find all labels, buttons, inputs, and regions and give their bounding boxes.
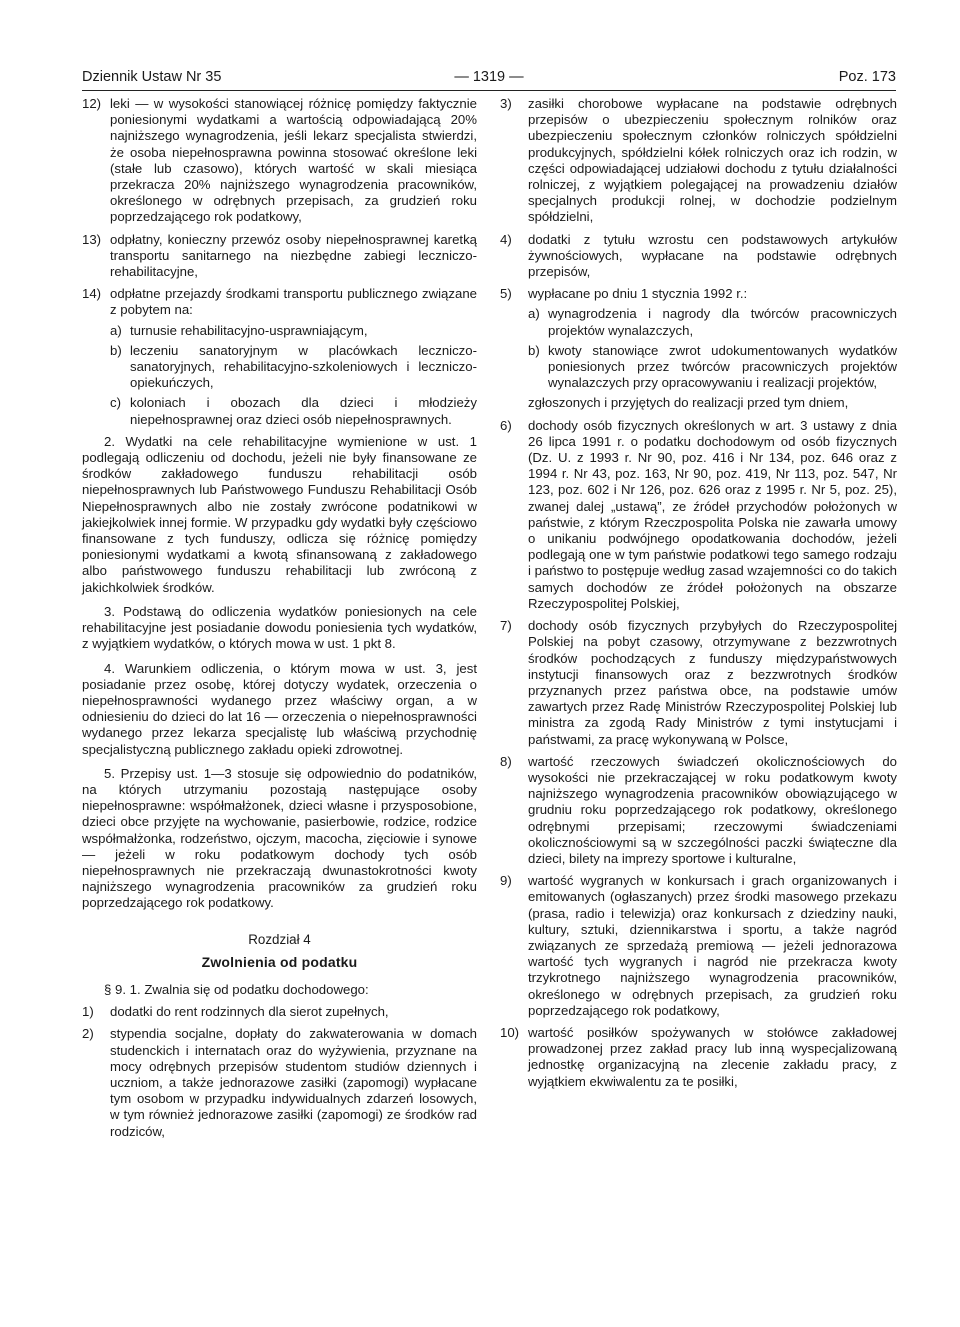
item-text: leki — w wysokości stanowiącej różnicę pomiędzy faktycznie poniesionymi wydatkami a wartością odpowiadającą 20% najniższego wynagrodzenia, jeśli lekarz specjalista stwierdzi, że osoba niepełnosprawna powinna stosować określone leki (stałe lub czasowo), których wartość w skali miesiąca przekracza 20% najniższego wynagrodzenia pracowników, określonego w odrębnych przepisach, za grudzień roku poprzedzającego rok podatkowy,	[110, 96, 477, 225]
item-text: odpłatne przejazdy środkami transportu publicznego związane z pobytem na:	[110, 286, 477, 318]
list-item-1	[82, 1004, 477, 1020]
item-text: wartość wygranych w konkursach i grach organizowanych i emitowanych (ogłaszanych) przez środki masowego przekazu (prasa, radio i telewizja) oraz konkursach z dziedziny nauki, kultury, sztuki, dziennikarstwa i sportu, a także nagród związanych ze sprzedażą premiową — jeżeli jednorazowa wartość tych wygranych i nagród nie przekracza kwoty trzykrotnego najniższego wynagrodzenia pracowników, określonego w odrębnych przepisach, za grudzień roku poprzedzającego rok podatkowy,	[528, 873, 897, 1018]
item-text: dodatki do rent rodzinnych dla sierot zupełnych,	[110, 1004, 389, 1020]
item-number: 9)	[500, 873, 512, 889]
item-text: dodatki z tytułu wzrostu cen podstawowych artykułów żywnościowych, wypłacane na podstawie odrębnych przepisów,	[528, 231, 897, 280]
sub-item-a	[528, 306, 897, 338]
sub-item-letter: c)	[110, 395, 121, 411]
chapter-number: Rozdział 4	[248, 931, 311, 947]
list-item-6	[500, 418, 897, 612]
header-rule	[82, 90, 896, 91]
section-9-intro: § 9. 1. Zwalnia się od podatku dochodowego:	[104, 981, 369, 997]
item-number: 12)	[82, 96, 102, 111]
item-text: wartość rzeczowych świadczeń okolicznościowych do wysokości nie przekraczającej w roku podatkowym kwoty najniższego wynagrodzenia pracowników obowiązującego w grudniu roku poprzedzającego rok podatkowy, określonego odrębnymi przepisami; rzeczowymi świadczeniami okolicznościowymi są w szczególności paczki świąteczne dla dzieci, bilety na imprezy sportowe i kulturalne,	[528, 753, 897, 866]
item-text: stypendia socjalne, dopłaty do zakwaterowania w domach studenckich i internatach oraz do wyżywienia, przyznane na mocy odrębnych przepisów studentom studiów dziennych i uczniom, a także jednorazowe zasiłki (zapomogi) wypłacane tym osobom w przypadku indywidualnych zdarzeń losowych, w tym również jednorazowe zasiłki (zapomogi) ze środków rad rodziców,	[110, 1026, 477, 1139]
left-column	[82, 96, 477, 1146]
list-item-9	[500, 873, 897, 1019]
item-number: 14)	[82, 286, 102, 302]
item-number: 2)	[82, 1026, 94, 1042]
list-item-8	[500, 754, 897, 867]
sub-item-letter: b)	[528, 342, 540, 358]
item-text: dochody osób fizycznych określonych w art. 3 ustawy z dnia 26 lipca 1991 r. o podatku dochodowym od osób fizycznych (Dz. U. z 1993 r. Nr 90, poz. 416 i Nr 134, poz. 646 oraz z 1994 r. Nr 43, poz. 163, Nr 90, poz. 419, Nr 113, poz. 547, Nr 123, poz. 602 i Nr 126, poz. 626 oraz z 1995 r. Nr 5, poz. 25), zwanej dalej „ustawą”, ze źródeł przychodów położonych w państwie, z którym Rzeczpospolita Polska nie zawarła umowy o unikaniu podwójnego opodatkowania dochodów, jeżeli podlegają one w tym państwie podatkowi tego samego rodzaju i państwo to postępuje według zasad wzajemności co do takich samych dochodów ze źródeł położonych na obszarze Rzeczypospolitej Polskiej,	[528, 417, 897, 611]
item-number: 4)	[500, 231, 512, 247]
paragraph-2: 2. Wydatki na cele rehabilitacyjne wymienione w ust. 1 podlegają odliczeniu od dochodu, jeżeli nie były finansowane ze środków zakładowego funduszu rehabilitacji osób niepełnosprawnych lub Państwowego Funduszu Rehabilitacji Osób Niepełnosprawnych albo nie zostały zwrócone podatnikowi w jakiejkolwiek innej formie. W przypadku gdy wydatki były częściowo finansowane z tych funduszy, odlicza się różnicę pomiędzy poniesionymi wydatkami a kwotą sfinansowaną z zakładowego albo państwowego funduszu rehabilitacji lub zwróconą z jakichkolwiek środków.	[82, 433, 477, 595]
item-text: dochody osób fizycznych przybyłych do Rzeczypospolitej Polskiej na pobyt czasowy, otrzymywane z bezzwrotnych środków pochodzących z funduszy międzypaństwowych instytucji finansowych oraz z bezzwrotnych środków przyznanych przez państwa obce, na podstawie umów zawartych przez Radę Ministrów Rzeczypospolitej Polskiej lub ministra za zgodą Rady Ministrów z tymi instytucjami i państwami, za pracę wykonywaną w Polsce,	[528, 618, 897, 747]
sub-item-letter: a)	[110, 322, 122, 338]
journal-title: Dziennik Ustaw Nr 35	[82, 69, 222, 85]
page-number: — 1319 —	[454, 69, 524, 85]
list-item-5	[500, 286, 897, 411]
sub-item-a	[110, 323, 477, 339]
sub-item-letter: b)	[110, 342, 122, 358]
list-item-4	[500, 232, 897, 281]
paragraph-5: 5. Przepisy ust. 1—3 stosuje się odpowiednio do podatników, na których utrzymaniu pozostają następujące osoby niepełnosprawne: współmałżonek, dzieci własne i przysposobione, dzieci obce przyjęte na wychowanie, pasierbowie, rodzice, rodzice współmałżonka, rodzeństwo, ojczym, macocha, zięciowie i synowe — jeżeli w roku podatkowym dochody tych osób niepełnosprawnych nie przekraczają dwunastokrotności kwoty najniższego wynagrodzenia pracowników za grudzień roku poprzedzającego rok podatkowy.	[82, 765, 477, 911]
item-text: wartość posiłków spożywanych w stołówce zakładowej prowadzonej przez zakład pracy lub inną wyspecjalizowaną jednostkę organizacyjną na zlecenie zakładu pracy, z wyjątkiem ekwiwalentu za te posiłki,	[528, 1024, 897, 1089]
list-item-3	[500, 96, 897, 226]
list-item-2	[82, 1026, 477, 1139]
item-text: odpłatny, konieczny przewóz osoby niepełnosprawnej karetką transportu sanitarnego na niezbędne zabiegi leczniczo-rehabilitacyjne,	[110, 231, 477, 280]
item-number: 8)	[500, 753, 512, 769]
sub-item-text: turnusie rehabilitacyjno-usprawniającym,	[130, 322, 368, 338]
item-number: 5)	[500, 286, 512, 302]
paragraph-4: 4. Warunkiem odliczenia, o którym mowa w ust. 3, jest posiadanie przez osobę, której dotyczy wydatek, orzeczenia o niepełnosprawności wydanego przez właściwy organ, a w odniesieniu do dzieci do lat 16 — orzeczenia o niepełnosprawności wydanego przez lekarza specjalistę lub właściwą przychodnię specjalistyczną publicznego zakładu opieki zdrowotnej.	[82, 660, 477, 757]
item-tail-text: zgłoszonych i przyjętych do realizacji przed tym dniem,	[528, 395, 849, 411]
item-number: 3)	[500, 96, 512, 111]
sub-item-letter: a)	[528, 306, 540, 322]
item-text: wypłacane po dniu 1 stycznia 1992 r.:	[528, 286, 748, 302]
position-number: Poz. 173	[838, 69, 896, 85]
list-item-13	[82, 232, 477, 281]
list-item-14	[82, 286, 477, 428]
right-column	[500, 96, 897, 1096]
paragraph-3: 3. Podstawą do odliczenia wydatków poniesionych na cele rehabilitacyjne jest posiadanie dowodu poniesienia tych wydatków, z wyjątkiem wydatków, o których mowa w ust. 1 pkt 8.	[82, 603, 477, 652]
chapter-title: Zwolnienia od podatku	[201, 953, 358, 970]
list-item-7	[500, 618, 897, 748]
sub-item-text: kwoty stanowiące zwrot udokumentowanych wydatków poniesionych przez twórców pracowniczych projektów wynalazczych przy opracowywaniu i realizacji projektów,	[548, 342, 897, 391]
sub-item-text: wynagrodzenia i nagrody dla twórców pracowniczych projektów wynalazczych,	[548, 306, 897, 338]
item-number: 13)	[82, 231, 102, 247]
item-number: 1)	[82, 1004, 94, 1020]
sub-item-text: leczeniu sanatoryjnym w placówkach leczniczo-sanatoryjnych, rehabilitacyjno-szkoleniowych i leczniczo-opiekuńczych,	[130, 342, 477, 391]
sub-item-b	[110, 343, 477, 392]
item-number: 6)	[500, 417, 512, 433]
list-item-12	[82, 96, 477, 226]
sub-item-c	[110, 395, 477, 427]
sub-item-text: koloniach i obozach dla dzieci i młodzieży niepełnosprawnej oraz dzieci osób niepełnosprawnych.	[130, 395, 477, 427]
list-item-10	[500, 1025, 897, 1090]
item-number: 10)	[500, 1024, 520, 1040]
item-text: zasiłki chorobowe wypłacane na podstawie odrębnych przepisów o ubezpieczeniu społecznym rolników oraz ubezpieczeniu społecznym członków rolniczych spółdzielni produkcyjnych, spółdzielni kółek rolniczych oraz ich rodzin, w części odpowiadającej udziałowi dochodu z tytułu działalności rolniczej, z wyjątkiem polegającej na prowadzeniu działów specjalnych produkcji rolnej, w dochodzie podzielnym spółdzielni,	[528, 96, 897, 225]
item-number: 7)	[500, 618, 512, 634]
sub-item-b	[528, 343, 897, 392]
page-header	[82, 66, 896, 88]
